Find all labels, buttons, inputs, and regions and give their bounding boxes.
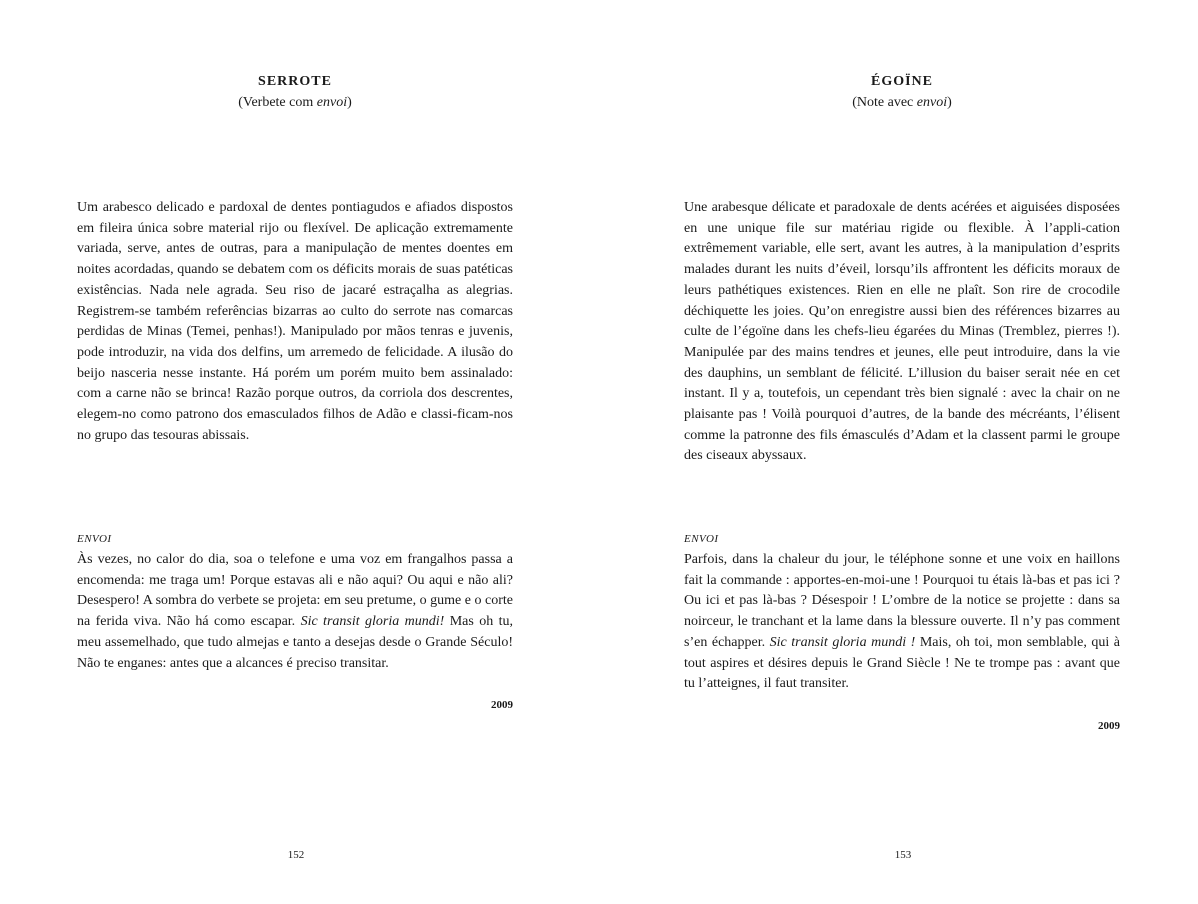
envoi-text-1: Parfois, dans la chaleur du jour, le téléphone sonne et une voix en haillons fait la commande : apportes-en-moi-une ! Pourquoi tu étais là-bas et pas ici ? Ou ici et pas là-bas ? Désespoir ! L’ombre de la notice se projette : dans sa noirceur, le tranchant et la lame dans la blessure ouverte. Il n’y pas comment s’en échapper. xyxy=(684,552,1120,650)
subtitle-close: ) xyxy=(947,95,952,110)
envoi-label: ENVOI xyxy=(684,533,719,545)
subtitle-close: ) xyxy=(347,95,352,110)
entry-body: Um arabesco delicado e pardoxal de dentes pontiagudos e afiados dispostos em fileira única sobre material rijo ou flexível. De aplicação extremamente variada, serve, antes de outras, para a manipulação de mentes doentes em noites acordadas, quando se debatem com os déficits morais de suas patéticas existências. Nada nele agrada. Seu riso de jacaré estraçalha as alegrias. Registrem-se também referências bizarras ao culto do serrote nas comarcas perdidas de Minas (Temei, penhas!). Manipulado por mãos tenras e juvenis, pode introduzir, na vida dos delfins, um arremedo de felicidade. A ilusão do beijo nasceria nesse instante. Há porém um porém muito bem assinalado: com a carne não se brinca! Razão porque outros, da corriola dos descrentes, elegem-no como patrono dos emasculados filhos de Adão e classi-ficam-nos no grupo das tesouras abissais. xyxy=(77,200,513,443)
envoi-label: ENVOI xyxy=(77,533,112,545)
page-subtitle xyxy=(684,95,1120,111)
page-number: 153 xyxy=(894,849,912,861)
envoi-text-2: Mas oh tu, meu assemelhado, que tudo almejas e tanto a desejas desde o Grande Século! Não te enganes: antes que a alcances é preciso transitar. xyxy=(77,614,513,671)
page-title: ÉGOÏNE xyxy=(870,74,933,89)
envoi-body xyxy=(77,550,513,674)
envoi-latin: Sic transit gloria mundi! xyxy=(300,614,445,630)
subtitle-italic: envoi xyxy=(316,95,348,110)
right-page xyxy=(599,0,1198,904)
year-label: 2009 xyxy=(1098,720,1120,732)
year-label: 2009 xyxy=(491,699,513,711)
entry-body: Une arabesque délicate et paradoxale de dents acérées et aiguisées disposées en une unique file sur matériau rigide ou flexible. À l’appli-cation extrêmement variable, elle sert, avant les autres, à la manipulation d’esprits malades durant les nuits d’éveil, lorsqu’ils affrontent les déficits moraux de leurs pathétiques existences. Rien en elle ne plaît. Son rire de crocodile déchiquette les joies. Qu’on enregistre aussi bien des références bizarres au culte de l’égoïne dans les chefs-lieu égarées du Minas (Tremblez, pierres !). Manipulée par des mains tendres et jeunes, elle peut introduire, dans la vie des dauphins, un semblant de félicité. L’illusion du baiser serait née en cet instant. Il y a, toutefois, un cependant très bien signalé : avec la chair on ne plaisante pas ! Voilà pourquoi d’autres, de la bande des mécréants, l’élisent comme la patronne des fils émasculés d’Adam et la classent parmi le groupe des ciseaux abyssaux. xyxy=(684,200,1120,464)
envoi-text-2: Mais, oh toi, mon semblable, qui à tout aspires et désires depuis le Grand Siècle ! Ne te trompe pas : avant que tu l’atteignes, il faut transiter. xyxy=(684,634,1121,692)
subtitle-text: (Verbete com xyxy=(238,95,317,110)
page-subtitle xyxy=(77,95,513,111)
page-title: SERROTE xyxy=(258,74,332,89)
envoi-latin: Sic transit gloria mundi ! xyxy=(769,634,916,650)
subtitle-text: (Note avec xyxy=(852,95,917,110)
page-number: 152 xyxy=(287,849,305,861)
envoi-text-1: Às vezes, no calor do dia, soa o telefone e uma voz em frangalhos passa a encomenda: me traga um! Porque estavas ali e não aqui? Ou aqui e não ali? Desespero! A sombra do verbete se projeta: em seu pretume, o gume e o corte na ferida viva. Não há como escapar. xyxy=(77,552,513,630)
envoi-body xyxy=(684,550,1120,695)
subtitle-italic: envoi xyxy=(916,95,948,110)
